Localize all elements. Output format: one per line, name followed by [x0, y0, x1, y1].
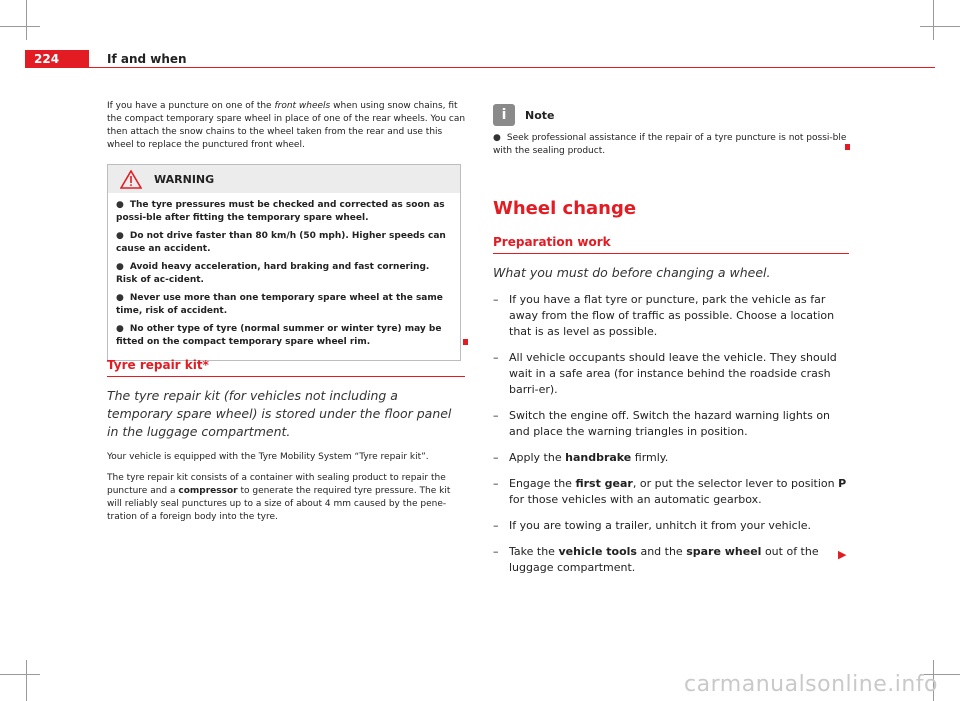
intro-paragraph: If you have a puncture on one of the front wheels when using snow chains, fit the compact temporary spare wheel in place of one of the rear wheels. You can then attach the snow chains to the wheel taken from the rear and use this wheel to replace the punctured front wheel.	[107, 101, 466, 150]
page-title: If and when	[107, 52, 187, 66]
crop-mark	[933, 0, 934, 40]
step-item: – If you have a flat tyre or puncture, park the vehicle as far away from the flow of traffic as possible. Choose a location that is as level as possible.	[493, 293, 835, 338]
section-end-marker	[845, 144, 850, 150]
warning-item: ● No other type of tyre (normal summer or winter tyre) may be fitted on the compact temporary spare wheel rim.	[116, 324, 442, 347]
note-title: Note	[525, 108, 555, 122]
crop-mark	[26, 660, 27, 701]
step-item: – Take the vehicle tools and the spare wheel out of the luggage compartment.	[493, 545, 819, 574]
header-rule	[89, 67, 935, 68]
continue-arrow-icon: ▶	[838, 548, 847, 561]
warning-body	[108, 193, 460, 360]
section-title-tyre-repair: Tyre repair kit*	[107, 358, 465, 377]
warning-item: ● The tyre pressures must be checked and corrected as soon as possi-ble after fitting the temporary spare wheel.	[116, 200, 445, 223]
step-item: – Switch the engine off. Switch the hazard warning lights on and place the warning triangles in position.	[493, 409, 831, 438]
paragraph: The tyre repair kit consists of a container with sealing product to repair the puncture and a compressor to generate the required tyre pressure. The kit will reliably seal punctures up to a size of about 4 mm caused by the pene-tration of a foreign body into the tyre.	[107, 473, 451, 522]
crop-mark	[0, 674, 40, 675]
watermark: carmanualsonline.info	[684, 672, 938, 697]
warning-item: ● Do not drive faster than 80 km/h (50 mph). Higher speeds can cause an accident.	[116, 231, 446, 254]
left-column	[107, 100, 467, 361]
section-intro: What you must do before changing a wheel.	[493, 265, 771, 280]
crop-mark	[920, 26, 960, 27]
warning-item: ● Never use more than one temporary spare wheel at the same time, risk of accident.	[116, 293, 443, 316]
note-header	[493, 104, 849, 126]
section-intro: The tyre repair kit (for vehicles not including a temporary spare wheel) is stored under the floor panel in the luggage compartment.	[107, 388, 452, 439]
warning-item: ● Avoid heavy acceleration, hard braking and fast cornering. Risk of ac-cident.	[116, 262, 430, 285]
step-item: – Apply the handbrake firmly.	[493, 451, 669, 464]
warning-title: WARNING	[154, 172, 215, 186]
section-end-marker	[463, 339, 468, 345]
warning-triangle-icon	[120, 170, 142, 189]
info-icon: i	[493, 104, 515, 126]
page-number: 224	[25, 50, 89, 68]
tyre-repair-section	[107, 358, 465, 532]
warning-header	[108, 165, 460, 193]
note-text: ● Seek professional assistance if the repair of a tyre puncture is not possi-ble with the sealing product.	[493, 133, 847, 156]
step-item: – If you are towing a trailer, unhitch it from your vehicle.	[493, 519, 812, 532]
heading-wheel-change: Wheel change	[493, 198, 637, 219]
paragraph: Your vehicle is equipped with the Tyre Mobility System “Tyre repair kit”.	[107, 452, 429, 462]
right-column	[493, 104, 849, 586]
step-item: – Engage the first gear, or put the selector lever to position P for those vehicles with an automatic gearbox.	[493, 477, 847, 506]
crop-mark	[0, 26, 40, 27]
section-title-preparation: Preparation work	[493, 235, 849, 254]
step-item: – All vehicle occupants should leave the vehicle. They should wait in a safe area (for instance behind the roadside crash barri-er).	[493, 351, 837, 396]
crop-mark	[26, 0, 27, 40]
warning-box	[107, 164, 461, 361]
